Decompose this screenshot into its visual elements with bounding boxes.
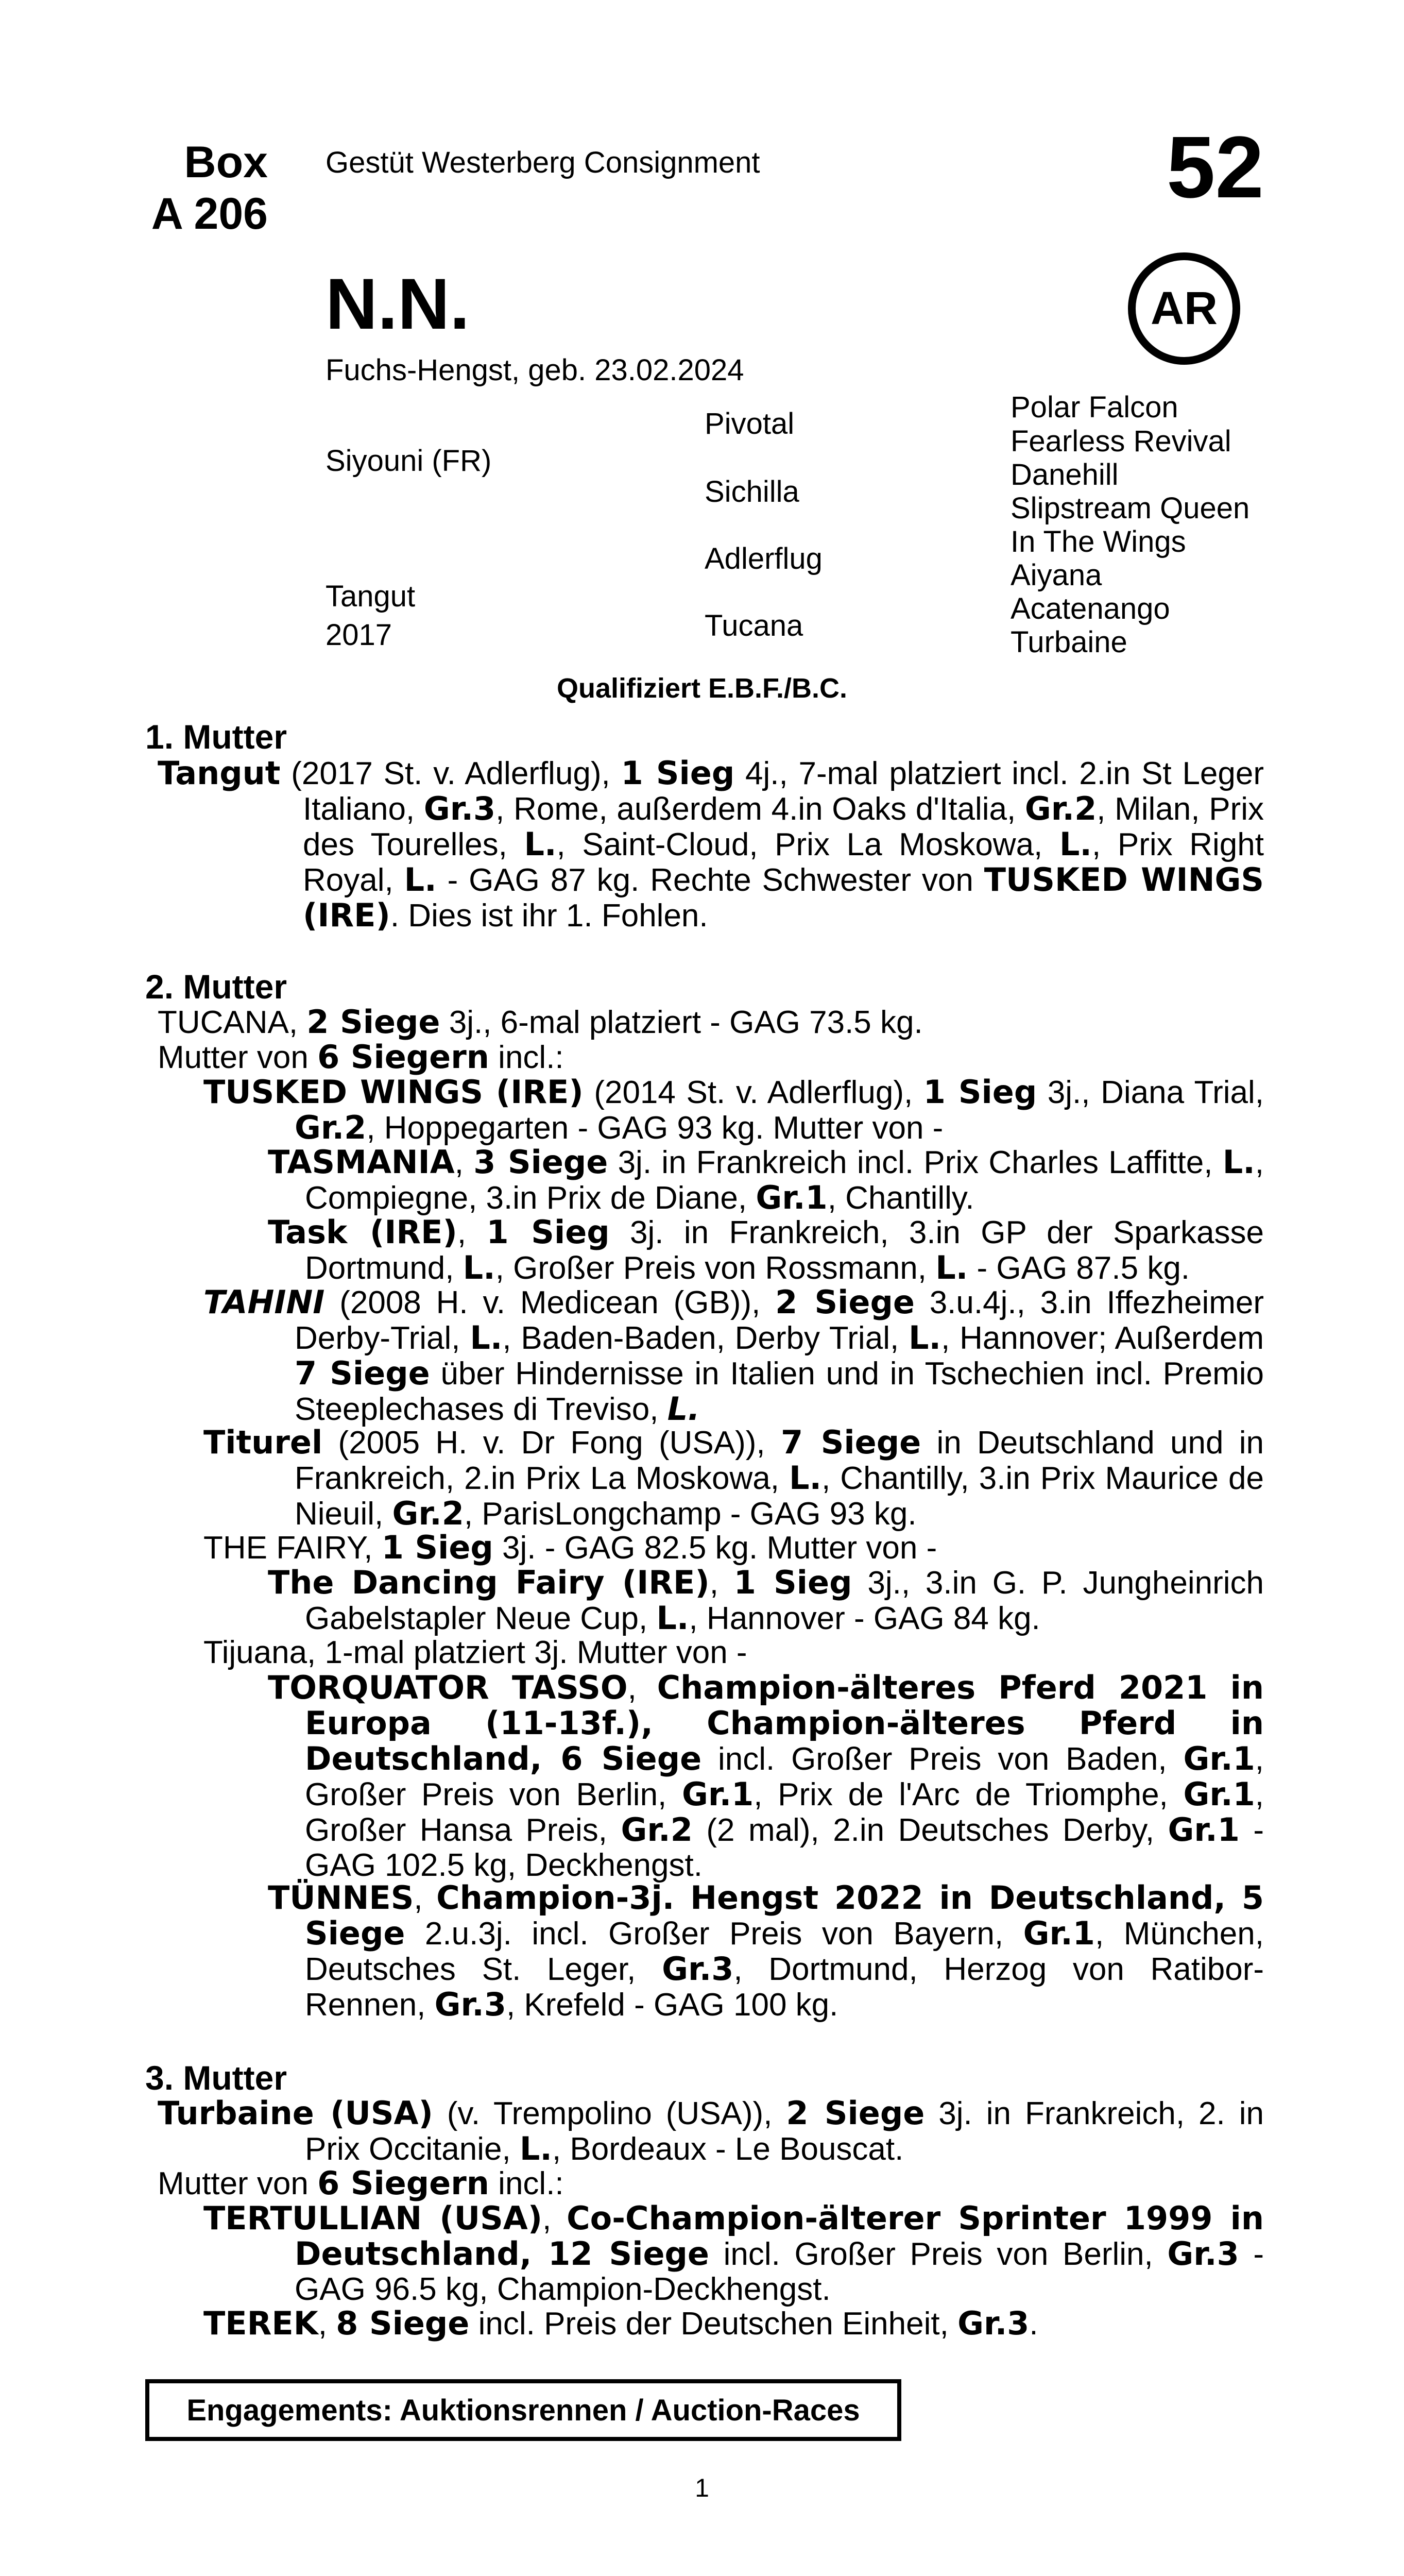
- text-run: , Hannover; Außerdem: [941, 1320, 1264, 1356]
- emphasis-run: L.: [656, 1599, 689, 1637]
- emphasis-run: Gr.1: [1023, 1914, 1095, 1952]
- text-run: ,: [414, 1880, 437, 1916]
- emphasis-run: L.: [909, 1319, 941, 1357]
- text-run: , Hannover - GAG 84 kg.: [689, 1601, 1040, 1636]
- pedigree-gen3-1: Polar Falcon: [1011, 391, 1178, 424]
- engagements-box: [145, 2379, 901, 2441]
- dancing-fairy-entry: [268, 1564, 1264, 1637]
- text-run: (2014 St. v. Adlerflug),: [583, 1075, 923, 1110]
- box-line-2: A 206: [151, 189, 268, 239]
- emphasis-run: Champion-älteres Pferd 2021 in Europa (11-13f.), Champion-älteres Pferd in Deutschland, 6 Siege: [305, 1669, 1264, 1777]
- text-run: , Chantilly, 3.in Prix Maurice de Nieuil,: [295, 1461, 1264, 1532]
- emphasis-run: Gr.3: [957, 2304, 1030, 2342]
- emphasis-run: L.: [463, 1249, 495, 1286]
- text-run: incl. Großer Preis von Berlin,: [709, 2236, 1168, 2272]
- pedigree-gen3-5: In The Wings: [1011, 525, 1186, 558]
- text-run: , Krefeld - GAG 100 kg.: [506, 1987, 838, 2023]
- emphasis-run: Gr.1: [1183, 1775, 1255, 1813]
- pedigree-gen2-1: Pivotal: [705, 407, 795, 440]
- text-run: .: [1029, 2306, 1038, 2342]
- the-fairy-entry: [203, 1530, 1264, 1566]
- box-label: [151, 137, 268, 240]
- text-run: , ParisLongchamp - GAG 93 kg.: [464, 1496, 917, 1532]
- emphasis-run: TORQUATOR TASSO: [268, 1669, 628, 1706]
- text-run: (v. Trempolino (USA)),: [433, 2096, 786, 2131]
- text-run: 2.u.3j. incl. Großer Preis von Bayern,: [405, 1916, 1023, 1952]
- text-run: , Bordeaux - Le Bouscat.: [552, 2131, 904, 2167]
- emphasis-run: TAHINI: [203, 1283, 325, 1321]
- emphasis-run: L.: [470, 1319, 503, 1357]
- emphasis-run: L.: [1222, 1143, 1255, 1181]
- pedigree-dam: Tangut: [326, 580, 416, 613]
- text-run: 3j., 3.in G. P. Jungheinrich Gabelstapler Neue Cup,: [305, 1565, 1264, 1636]
- pedigree-gen2-4: Tucana: [705, 609, 803, 642]
- emphasis-run: 6 Siegern: [317, 1038, 489, 1076]
- pedigree-gen3-6: Aiyana: [1011, 558, 1102, 592]
- text-run: incl. Großer Preis von Baden,: [701, 1741, 1184, 1777]
- text-run: , Saint-Cloud, Prix La Moskowa,: [556, 827, 1059, 862]
- text-run: Mutter von: [158, 1040, 318, 1075]
- box-line-1: Box: [184, 138, 268, 187]
- pedigree-dam-year: 2017: [326, 618, 392, 652]
- text-run: , Hoppegarten - GAG 93 kg. Mutter von -: [366, 1110, 944, 1146]
- emphasis-run: Gr.2: [295, 1109, 367, 1146]
- engagements-label: Engagements: Auktionsrennen / Auction-Races: [186, 2393, 860, 2427]
- text-run: (2005 H. v. Dr Fong (USA)),: [322, 1425, 781, 1461]
- emphasis-run: Gr.2: [1024, 790, 1097, 827]
- emphasis-run: 1 Sieg: [486, 1213, 610, 1251]
- text-run: (2008 H. v. Medicean (GB)),: [324, 1285, 776, 1320]
- text-run: ,: [318, 2306, 336, 2342]
- text-run: , Großer Hansa Preis,: [305, 1777, 1264, 1848]
- emphasis-run: Gr.3: [434, 1986, 506, 2023]
- tucana-entry: [158, 1005, 1264, 1040]
- text-run: 3j. - GAG 82.5 kg. Mutter von -: [493, 1530, 937, 1566]
- terek-entry: [203, 2306, 1264, 2342]
- text-run: , Baden-Baden, Derby Trial,: [502, 1320, 909, 1356]
- text-run: Mutter von: [158, 2166, 318, 2201]
- consignor: Gestüt Westerberg Consignment: [326, 146, 760, 179]
- pedigree-gen3-7: Acatenango: [1011, 592, 1170, 625]
- text-run: 3j. in Frankreich incl. Prix Charles Laffitte,: [608, 1145, 1223, 1180]
- turbaine-mother-of: [158, 2166, 1264, 2201]
- text-run: in Deutschland und in Frankreich, 2.in Prix La Moskowa,: [295, 1425, 1264, 1496]
- emphasis-run: L.: [519, 2130, 552, 2167]
- emphasis-run: Gr.3: [1167, 2235, 1239, 2273]
- emphasis-run: 6 Siegern: [317, 2164, 489, 2202]
- tuennes-entry: [268, 1879, 1264, 2023]
- text-run: - GAG 102.5 kg, Deckhengst.: [305, 1812, 1264, 1883]
- text-run: 3j. in Frankreich, 3.in GP der Sparkasse Dortmund,: [305, 1215, 1264, 1286]
- ar-badge-icon: [1128, 252, 1240, 365]
- pedigree-gen3-8: Turbaine: [1011, 625, 1127, 659]
- text-run: 3j., 6-mal platziert - GAG 73.5 kg.: [440, 1005, 923, 1040]
- text-run: (2017 St. v. Adlerflug),: [280, 756, 621, 791]
- emphasis-run: L.: [667, 1390, 700, 1428]
- emphasis-run: The Dancing Fairy (IRE): [268, 1564, 710, 1601]
- tucana-mother-of: [158, 1040, 1264, 1075]
- text-run: TUCANA,: [158, 1005, 307, 1040]
- text-run: - GAG 87 kg. Rechte Schwester von: [436, 862, 984, 898]
- emphasis-run: Gr.1: [756, 1179, 828, 1216]
- lot-number: 52: [1166, 118, 1264, 216]
- text-run: , Großer Preis von Rossmann,: [495, 1250, 936, 1286]
- text-run: , Chantilly.: [827, 1180, 974, 1216]
- page-number: 1: [695, 2473, 709, 2502]
- emphasis-run: 2 Siege: [786, 2094, 925, 2132]
- text-run: - GAG 96.5 kg, Champion-Deckhengst.: [295, 2236, 1264, 2307]
- ar-badge-label: AR: [1151, 282, 1218, 334]
- text-run: , Prix de l'Arc de Triomphe,: [754, 1777, 1184, 1812]
- text-run: 4j., 7-mal platziert incl. 2.in St Leger Italiano,: [303, 756, 1264, 827]
- text-run: , Prix Right Royal,: [303, 827, 1264, 898]
- emphasis-run: 1 Sieg: [923, 1073, 1037, 1111]
- pedigree-gen2-3: Adlerflug: [705, 542, 823, 575]
- text-run: , Compiegne, 3.in Prix de Diane,: [305, 1145, 1264, 1216]
- text-run: 3.u.4j., 3.in Iffezheimer Derby-Trial,: [295, 1285, 1264, 1356]
- emphasis-run: L.: [935, 1249, 968, 1286]
- horse-description: Fuchs-Hengst, geb. 23.02.2024: [326, 353, 744, 387]
- pedigree-gen2-2: Sichilla: [705, 475, 799, 509]
- emphasis-run: TEREK: [203, 2304, 318, 2342]
- emphasis-run: Champion-3j. Hengst 2022 in Deutschland, 5 Siege: [305, 1879, 1264, 1952]
- section-first-dam: 1. Mutter: [145, 718, 287, 756]
- text-run: , München, Deutsches St. Leger,: [305, 1916, 1264, 1987]
- section-third-dam: 3. Mutter: [145, 2059, 287, 2097]
- text-run: 3j. in Frankreich, 2. in Prix Occitanie,: [305, 2096, 1264, 2167]
- tasmania-entry: [268, 1143, 1264, 1216]
- emphasis-run: Turbaine (USA): [158, 2094, 433, 2132]
- emphasis-run: L.: [1059, 825, 1092, 863]
- emphasis-run: 2 Siege: [306, 1003, 440, 1041]
- pedigree-gen3-2: Fearless Revival: [1011, 425, 1231, 458]
- text-run: 3j., Diana Trial,: [1037, 1075, 1264, 1110]
- emphasis-run: TÜNNES: [268, 1879, 414, 1917]
- emphasis-run: Gr.1: [1183, 1740, 1255, 1777]
- emphasis-run: Titurel: [203, 1423, 323, 1461]
- emphasis-run: 1 Sieg: [381, 1529, 493, 1566]
- emphasis-run: L.: [404, 861, 437, 899]
- tijuana-entry: [203, 1635, 1264, 1670]
- text-run: ,: [542, 2201, 567, 2236]
- section-second-dam: 2. Mutter: [145, 968, 287, 1006]
- pedigree-gen3-3: Danehill: [1011, 458, 1119, 492]
- emphasis-run: L.: [524, 825, 557, 863]
- qualification: Qualifiziert E.B.F./B.C.: [556, 673, 848, 704]
- emphasis-run: Tangut: [158, 754, 281, 792]
- text-run: über Hindernisse in Italien und in Tschechien incl. Premio Steeplechases di Treviso,: [295, 1356, 1264, 1427]
- emphasis-run: Task (IRE): [268, 1213, 457, 1251]
- text-run: (2 mal), 2.in Deutsches Derby,: [692, 1812, 1168, 1848]
- emphasis-run: Gr.2: [392, 1495, 464, 1532]
- emphasis-run: 2 Siege: [775, 1283, 915, 1321]
- emphasis-run: Gr.3: [423, 790, 496, 827]
- pedigree-gen3-4: Slipstream Queen: [1011, 492, 1250, 525]
- emphasis-run: 7 Siege: [295, 1354, 430, 1392]
- tusked-wings-entry: [203, 1073, 1264, 1146]
- tertullian-entry: [203, 2199, 1264, 2307]
- torquator-tasso-entry: [268, 1669, 1264, 1883]
- text-run: incl.:: [489, 2166, 564, 2201]
- emphasis-run: Gr.3: [662, 1950, 734, 1988]
- emphasis-run: TUSKED WINGS (IRE): [203, 1073, 584, 1111]
- emphasis-run: TERTULLIAN (USA): [203, 2199, 543, 2237]
- text-run: incl.:: [489, 1040, 564, 1075]
- text-run: THE FAIRY,: [203, 1530, 382, 1566]
- text-run: . Dies ist ihr 1. Fohlen.: [390, 898, 708, 934]
- turbaine-entry: [158, 2094, 1264, 2167]
- titurel-entry: [203, 1423, 1264, 1532]
- horse-name: N.N.: [326, 263, 470, 344]
- emphasis-run: Co-Champion-älterer Sprinter 1999 in Deutschland, 12 Siege: [295, 2199, 1264, 2273]
- text-run: ,: [709, 1565, 734, 1601]
- text-run: ,: [457, 1215, 487, 1250]
- emphasis-run: TASMANIA: [268, 1143, 455, 1181]
- text-run: , Rome, außerdem 4.in Oaks d'Italia,: [495, 791, 1025, 827]
- emphasis-run: 8 Siege: [336, 2304, 470, 2342]
- emphasis-run: Gr.2: [621, 1811, 693, 1849]
- emphasis-run: 1 Sieg: [733, 1564, 852, 1601]
- task-entry: [268, 1213, 1264, 1286]
- text-run: ,: [454, 1145, 474, 1180]
- text-run: , Milan, Prix des Tourelles,: [303, 791, 1264, 862]
- emphasis-run: L.: [789, 1459, 822, 1497]
- text-run: incl. Preis der Deutschen Einheit,: [469, 2306, 958, 2342]
- pedigree-sire: Siyouni (FR): [326, 444, 492, 478]
- text-run: Tijuana, 1-mal platziert 3j. Mutter von -: [203, 1635, 747, 1670]
- emphasis-run: Gr.1: [1168, 1811, 1240, 1849]
- emphasis-run: 7 Siege: [780, 1423, 921, 1461]
- emphasis-run: 3 Siege: [473, 1143, 608, 1181]
- first-dam-entry: [158, 754, 1264, 934]
- text-run: , Großer Preis von Berlin,: [305, 1741, 1264, 1812]
- emphasis-run: TUSKED WINGS (IRE): [303, 861, 1264, 934]
- tahini-entry: [203, 1283, 1264, 1428]
- emphasis-run: 1 Sieg: [621, 754, 735, 792]
- text-run: ,: [627, 1670, 657, 1706]
- emphasis-run: Gr.1: [681, 1775, 754, 1813]
- text-run: , Dortmund, Herzog von Ratibor-Rennen,: [305, 1952, 1264, 2023]
- text-run: - GAG 87.5 kg.: [968, 1250, 1190, 1286]
